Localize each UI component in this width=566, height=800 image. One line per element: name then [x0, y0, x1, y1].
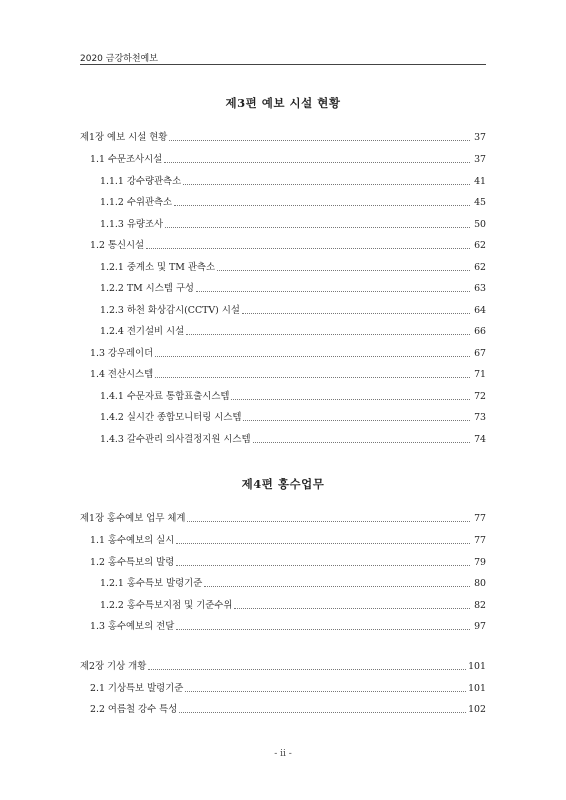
- part3-title: 제3편 예보 시설 현황: [225, 96, 341, 110]
- running-header: 2020 금강하천예보: [80, 54, 158, 64]
- toc-entry[interactable]: 1.3 강우레이더 67: [90, 348, 486, 359]
- toc-entry[interactable]: 2.1 기상특보 발령기준 101: [90, 683, 486, 694]
- toc-entry[interactable]: 2.2 여름철 강수 특성 102: [90, 704, 486, 715]
- toc-entry[interactable]: 1.2.1 중계소 및 TM 관측소 62: [100, 262, 486, 273]
- toc-entry[interactable]: 1.1 수문조사시설 37: [90, 154, 486, 165]
- toc-entry[interactable]: 1.4.2 실시간 종합모니터링 시스템 73: [100, 412, 486, 423]
- toc-entry[interactable]: 1.2.3 하천 화상감시(CCTV) 시설 64: [100, 305, 486, 316]
- toc-entry[interactable]: 1.1.1 강수량관측소 41: [100, 176, 486, 187]
- toc-entry[interactable]: 1.1.3 유량조사 50: [100, 219, 486, 230]
- toc-entry[interactable]: 1.3 홍수예보의 전달 97: [90, 621, 486, 632]
- toc-entry[interactable]: 1.4 전산시스템 71: [90, 369, 486, 380]
- page-number: - ii -: [274, 749, 292, 759]
- toc-entry[interactable]: 제1장 홍수예보 업무 체계 77: [80, 513, 486, 524]
- toc-entry[interactable]: 1.2.4 전기설비 시설 66: [100, 326, 486, 337]
- toc-entry[interactable]: 1.2.2 홍수특보지점 및 기준수위 82: [100, 600, 486, 611]
- toc-entry[interactable]: 제1장 예보 시설 현황 37: [80, 132, 486, 143]
- toc-entry[interactable]: 1.2.2 TM 시스템 구성 63: [100, 283, 486, 294]
- header-rule: [80, 64, 486, 65]
- toc-entry[interactable]: 제2장 기상 개황 101: [80, 661, 486, 672]
- toc-entry[interactable]: 1.2 홍수특보의 발령 79: [90, 557, 486, 568]
- toc-entry[interactable]: 1.2 통신시설 62: [90, 240, 486, 251]
- toc-entry[interactable]: 1.1.2 수위관측소 45: [100, 197, 486, 208]
- toc-entry[interactable]: 1.2.1 홍수특보 발령기준 80: [100, 578, 486, 589]
- toc-entry[interactable]: 1.4.1 수문자료 통합표출시스템 72: [100, 391, 486, 402]
- part4-title: 제4편 홍수업무: [241, 477, 325, 491]
- toc-entry[interactable]: 1.1 홍수예보의 실시 77: [90, 535, 486, 546]
- toc-entry[interactable]: 1.4.3 갈수관리 의사결정지원 시스템 74: [100, 434, 486, 445]
